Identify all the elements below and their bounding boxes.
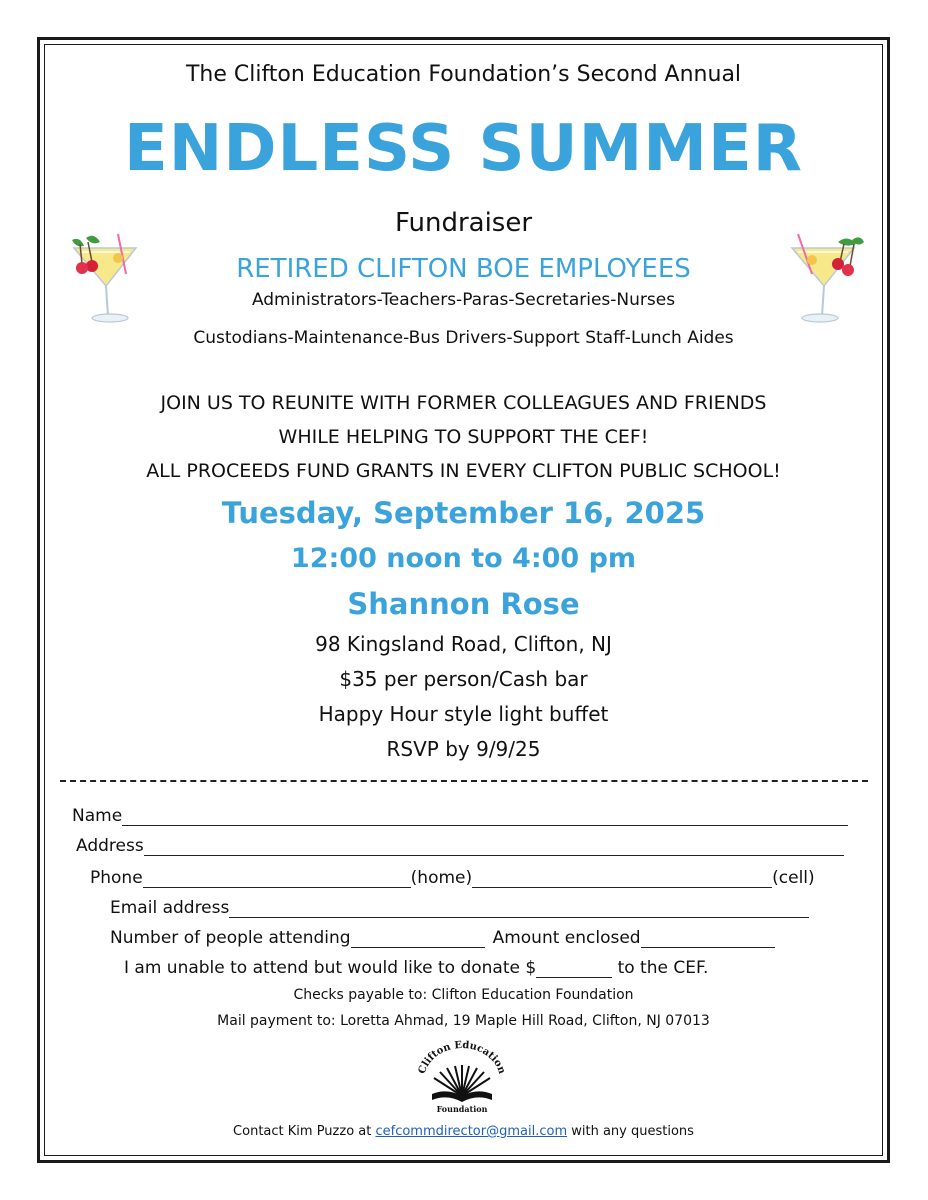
event-title: ENDLESS SUMMER: [124, 112, 803, 186]
event-food: Happy Hour style light buffet: [318, 702, 609, 726]
roles-line-1: Administrators-Teachers-Paras-Secretaries-Nurses: [251, 290, 676, 310]
email-label: Email address: [110, 898, 230, 918]
address-label: Address: [76, 836, 144, 856]
event-time: 12:00 noon to 4:00 pm: [290, 543, 637, 574]
donation-amount-field[interactable]: [536, 959, 612, 978]
logo-bottom-text: Foundation: [436, 1104, 488, 1114]
rsvp-deadline: RSVP by 9/9/25: [386, 737, 541, 761]
address-field[interactable]: [144, 837, 844, 856]
invitation-line-1: JOIN US TO REUNITE WITH FORMER COLLEAGUES AND FRIENDS: [160, 392, 767, 414]
attending-count-field[interactable]: [351, 929, 485, 948]
invitation-line-3: ALL PROCEEDS FUND GRANTS IN EVERY CLIFTON PUBLIC SCHOOL!: [146, 460, 781, 482]
contact-prefix: Contact Kim Puzzo at: [233, 1124, 376, 1139]
event-date: Tuesday, September 16, 2025: [221, 496, 706, 530]
donate-row: [124, 958, 708, 978]
phone-label: Phone: [90, 868, 143, 888]
email-field[interactable]: [229, 899, 809, 918]
donate-suffix: to the CEF.: [612, 958, 709, 978]
email-row: [110, 898, 809, 918]
name-row: [72, 806, 848, 826]
cut-line-divider: [60, 780, 868, 782]
address-row: [76, 836, 844, 856]
amount-label: Amount enclosed: [492, 928, 641, 948]
name-label: Name: [72, 806, 123, 826]
cell-phone-field[interactable]: [472, 869, 772, 888]
contact-email-link[interactable]: cefcommdirector@gmail.com: [375, 1124, 568, 1139]
event-type: Fundraiser: [394, 208, 533, 238]
clifton-education-foundation-logo: [414, 1036, 510, 1114]
home-label: (home): [410, 868, 473, 888]
roles-line-2: Custodians-Maintenance-Bus Drivers-Support Staff-Lunch Aides: [193, 328, 734, 348]
event-venue: Shannon Rose: [347, 587, 580, 621]
attendance-row: [110, 928, 775, 948]
invitation-line-2: WHILE HELPING TO SUPPORT THE CEF!: [278, 426, 649, 448]
contact-suffix: with any questions: [567, 1124, 694, 1139]
event-subtitle: The Clifton Education Foundation’s Second Annual: [185, 62, 742, 87]
amount-field[interactable]: [641, 929, 775, 948]
audience-heading: RETIRED CLIFTON BOE EMPLOYEES: [236, 254, 691, 284]
name-field[interactable]: [122, 807, 848, 826]
donate-prefix: I am unable to attend but would like to donate $: [124, 958, 537, 978]
checks-payable: Checks payable to: Clifton Education Foundation: [293, 987, 634, 1003]
cell-label: (cell): [772, 868, 815, 888]
home-phone-field[interactable]: [143, 869, 411, 888]
mail-payment: Mail payment to: Loretta Ahmad, 19 Maple Hill Road, Clifton, NJ 07013: [217, 1013, 710, 1029]
venue-address: 98 Kingsland Road, Clifton, NJ: [315, 632, 612, 656]
phone-row: [90, 868, 815, 888]
logo-top-text: Clifton Education: [416, 1039, 508, 1076]
attending-label: Number of people attending: [110, 928, 351, 948]
contact-line: [44, 1124, 883, 1139]
event-price: $35 per person/Cash bar: [339, 667, 588, 691]
